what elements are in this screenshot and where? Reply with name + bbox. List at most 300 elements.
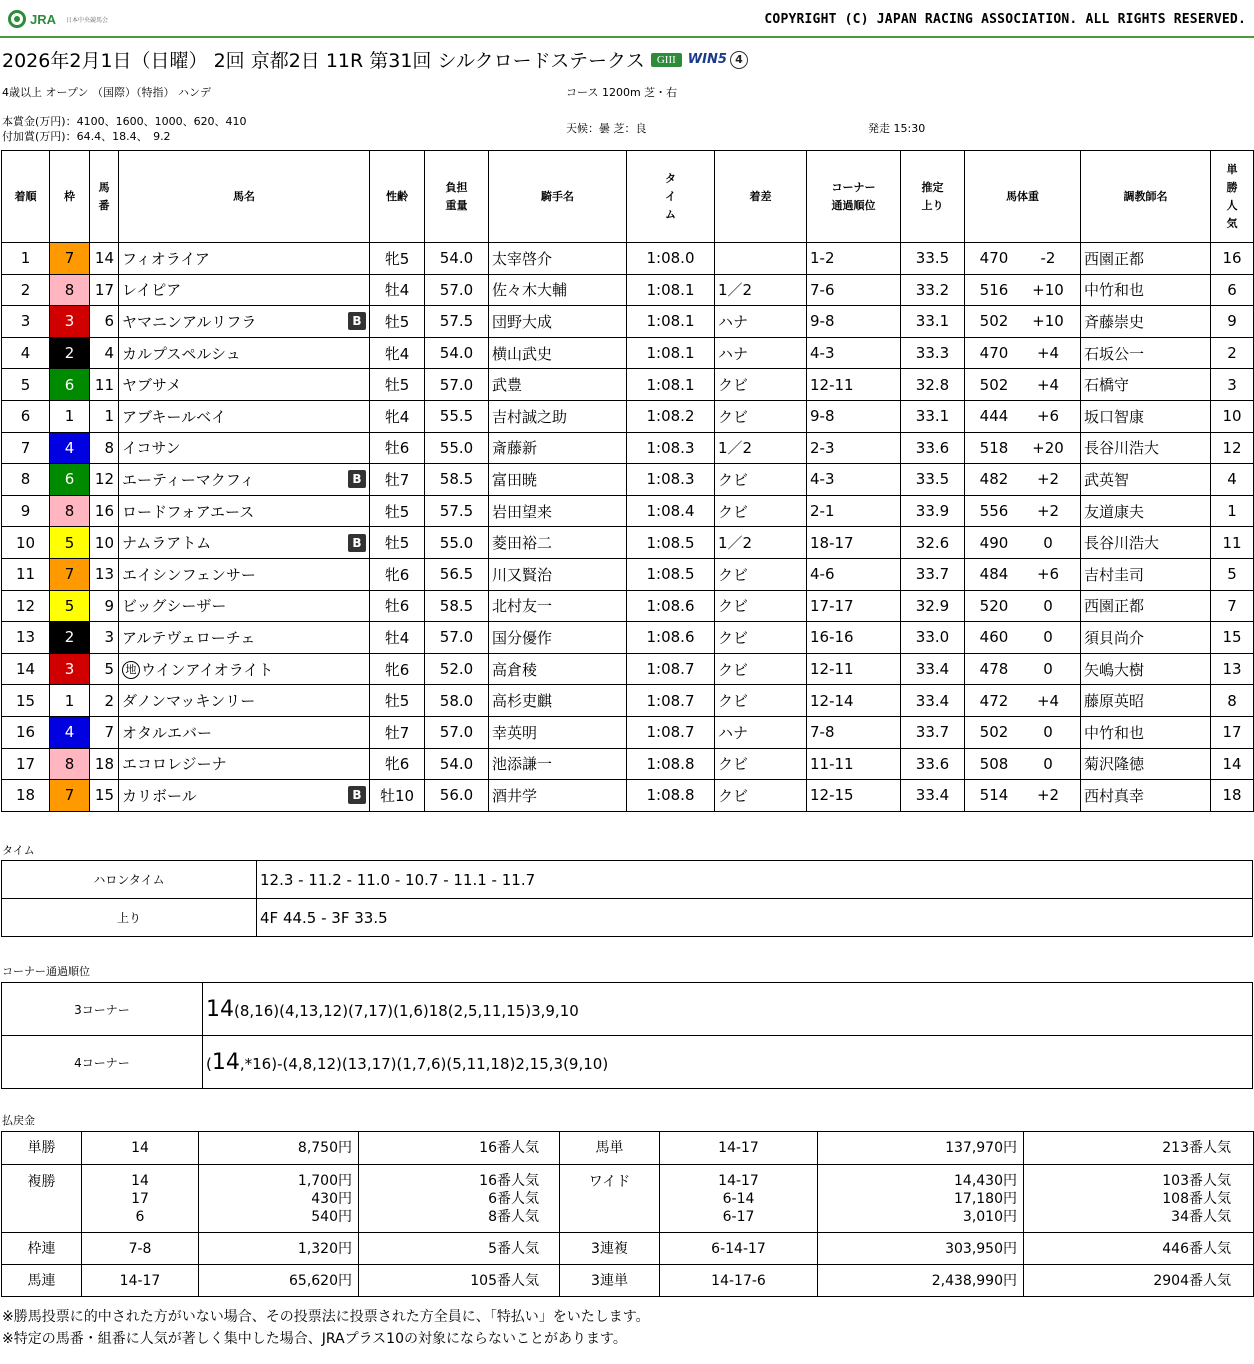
jockey-cell [489, 464, 627, 496]
popularity-cell: 17 [1211, 716, 1254, 748]
sanrentan-num: 14-17-6 [660, 1265, 818, 1297]
sex-age-cell: 牡6 [370, 590, 425, 622]
trainer-name-link[interactable]: 武英智 [1084, 470, 1130, 489]
time-cell: 1:08.7 [627, 685, 715, 717]
trainer-name-link[interactable]: 吉村圭司 [1084, 565, 1145, 584]
margin-cell: 1／2 [715, 527, 807, 559]
result-row [2, 464, 1254, 496]
result-row [2, 243, 1254, 275]
popularity-cell: 8 [1211, 685, 1254, 717]
body-weight-diff: 0 [1043, 660, 1053, 679]
umaban-cell: 6 [90, 306, 119, 338]
body-weight-cell [965, 716, 1081, 748]
margin-cell: クビ [715, 464, 807, 496]
waku-cell: 1 [50, 400, 90, 432]
body-weight-value: 502 [979, 375, 1009, 394]
grade-badge: GIII [651, 53, 682, 67]
trainer-cell [1081, 716, 1211, 748]
trainer-cell [1081, 590, 1211, 622]
margin-cell: クビ [715, 369, 807, 401]
horse-name-link[interactable]: カルプスペルシュ [122, 344, 241, 363]
waku-cell: 7 [50, 243, 90, 275]
corner-cell: 18-17 [807, 527, 901, 559]
umaren-num: 14-17 [82, 1265, 199, 1297]
corner-cell: 1-2 [807, 243, 901, 275]
body-weight-cell [965, 243, 1081, 275]
race-course: コース 1200m 芝・右 [566, 86, 678, 99]
time-table [1, 860, 1253, 937]
weight-carried-cell: 54.0 [425, 337, 489, 369]
jra-logo-icon [8, 10, 26, 28]
col-corner-label: コーナー通過順位 [831, 180, 876, 212]
time-cell: 1:08.6 [627, 590, 715, 622]
weight-carried-cell: 57.0 [425, 622, 489, 654]
horse-name-cell [119, 590, 370, 622]
horse-name-link[interactable]: エーティーマクフィ [122, 470, 255, 489]
rank-cell: 8 [2, 464, 50, 496]
win5-leg-number: 4 [730, 51, 748, 69]
fukusho-kind: 複勝 [2, 1165, 82, 1233]
sanrenpuku-num: 6-14-17 [660, 1233, 818, 1265]
weight-carried-cell: 57.5 [425, 495, 489, 527]
win5-badge [688, 51, 748, 69]
prize-main: 本賞金(万円)：4100、1600、1000、620、410 [2, 115, 247, 128]
result-row [2, 337, 1254, 369]
time-cell: 1:08.0 [627, 243, 715, 275]
umaban-cell: 17 [90, 274, 119, 306]
wide-nums [660, 1165, 818, 1233]
umaban-cell: 3 [90, 622, 119, 654]
popularity-cell: 16 [1211, 243, 1254, 275]
time-cell: 1:08.5 [627, 558, 715, 590]
umatan-popularity: 213番人気 [1024, 1132, 1254, 1165]
horse-name-link[interactable]: ロードフォアエース [122, 502, 255, 521]
trainer-cell [1081, 780, 1211, 812]
race-conditions: 4歳以上 オープン （国際）（特指） ハンデ [2, 86, 211, 99]
popularity-cell: 6 [1211, 274, 1254, 306]
trainer-name-link[interactable]: 西村真幸 [1084, 786, 1145, 805]
weight-carried-cell: 54.0 [425, 748, 489, 780]
time-cell: 1:08.7 [627, 653, 715, 685]
blinker-icon: B [348, 534, 366, 552]
body-weight-diff: 0 [1043, 723, 1053, 742]
jockey-name-link[interactable]: 川又賢治 [492, 565, 553, 584]
horse-name-link[interactable]: ヤマニンアルリフラ [122, 312, 257, 331]
trainer-name-link[interactable]: 中竹和也 [1084, 281, 1145, 300]
corner-cell: 9-8 [807, 400, 901, 432]
margin-cell: クビ [715, 685, 807, 717]
result-row [2, 558, 1254, 590]
blinker-icon: B [348, 470, 366, 488]
trainer-cell [1081, 243, 1211, 275]
jockey-name-link[interactable]: 菱田裕二 [492, 534, 553, 553]
col-trainer: 調教師名 [1081, 151, 1211, 243]
body-weight-cell [965, 558, 1081, 590]
horse-name-link[interactable]: ナムラアトム [122, 534, 212, 553]
trainer-name-link[interactable]: 石坂公一 [1084, 344, 1145, 363]
trainer-name-link[interactable]: 長谷川浩大 [1084, 439, 1160, 458]
margin-cell: クビ [715, 558, 807, 590]
horse-name-cell [119, 243, 370, 275]
horse-name-cell [119, 748, 370, 780]
jockey-cell [489, 274, 627, 306]
agari-label: 上り [2, 899, 257, 937]
body-weight-diff: +2 [1036, 502, 1060, 521]
corner-cell: 12-11 [807, 369, 901, 401]
body-weight-value: 508 [979, 754, 1009, 773]
wide-popularities [1024, 1165, 1254, 1233]
jockey-cell [489, 653, 627, 685]
trainer-name-link[interactable]: 斉藤崇史 [1084, 312, 1145, 331]
copyright-notice: COPYRIGHT (C) JAPAN RACING ASSOCIATION. ALL RIGHTS RESERVED. [764, 12, 1246, 27]
trainer-cell [1081, 622, 1211, 654]
rank-cell: 4 [2, 337, 50, 369]
margin-cell: ハナ [715, 337, 807, 369]
body-weight-value: 514 [979, 786, 1009, 805]
sex-age-cell: 牝6 [370, 558, 425, 590]
popularity-cell: 3 [1211, 369, 1254, 401]
umaban-cell: 4 [90, 337, 119, 369]
wakuren-num: 7-8 [82, 1233, 199, 1265]
trainer-cell [1081, 495, 1211, 527]
last3f-cell: 33.1 [901, 400, 965, 432]
margin-cell: クビ [715, 653, 807, 685]
sex-age-cell: 牡6 [370, 432, 425, 464]
jockey-cell [489, 400, 627, 432]
body-weight-cell [965, 369, 1081, 401]
note-jra-plus10: ※特定の馬番・組番に人気が著しく集中した場合、JRAプラス10の対象にならないことがあります。 [2, 1331, 627, 1347]
horse-name-link[interactable]: イコサン [122, 439, 181, 458]
horse-name-link[interactable]: オタルエバー [122, 723, 213, 742]
horse-name-link[interactable]: レイピア [122, 281, 182, 300]
sanrentan-kind: 3連単 [560, 1265, 660, 1297]
trainer-cell [1081, 432, 1211, 464]
rank-cell: 15 [2, 685, 50, 717]
umaban-cell: 13 [90, 558, 119, 590]
trainer-cell [1081, 558, 1211, 590]
jockey-cell [489, 337, 627, 369]
jockey-name-link[interactable]: 岩田望来 [492, 502, 553, 521]
corner-cell: 2-3 [807, 432, 901, 464]
trainer-name-link[interactable]: 坂口智康 [1084, 407, 1145, 426]
blinker-icon: B [348, 786, 366, 804]
umaban-cell: 8 [90, 432, 119, 464]
col-rank: 着順 [2, 151, 50, 243]
col-popularity [1211, 151, 1254, 243]
col-body-weight: 馬体重 [965, 151, 1081, 243]
popularity-cell: 4 [1211, 464, 1254, 496]
corner3-rest: (8,16)(4,13,12)(7,17)(1,6)18(2,5,11,15)3,9,10 [234, 1001, 579, 1020]
sex-age-cell: 牝5 [370, 243, 425, 275]
trainer-cell [1081, 685, 1211, 717]
corner-table [1, 982, 1253, 1089]
jockey-name-link[interactable]: 高杉吏麒 [492, 692, 553, 711]
time-cell: 1:08.1 [627, 274, 715, 306]
horse-name-cell [119, 369, 370, 401]
horse-name-link[interactable]: エイシンフェンサー [122, 565, 256, 584]
horse-name-link[interactable]: ヤブサメ [122, 376, 182, 395]
trainer-name-link[interactable]: 須貝尚介 [1084, 628, 1145, 647]
umaban-cell: 2 [90, 685, 119, 717]
col-margin: 着差 [715, 151, 807, 243]
umatan-num: 14-17 [660, 1132, 818, 1165]
wakuren-kind: 枠連 [2, 1233, 82, 1265]
horse-name-link[interactable]: ウインアイオライト [141, 660, 274, 679]
trainer-name-link[interactable]: 長谷川浩大 [1084, 534, 1160, 553]
result-row [2, 495, 1254, 527]
popularity-cell: 5 [1211, 558, 1254, 590]
wide-amount: 17,180円 [954, 1190, 1017, 1207]
umaban-cell: 15 [90, 780, 119, 812]
start-time: 発走 15:30 [868, 122, 926, 135]
trainer-name-link[interactable]: 石橋守 [1084, 376, 1130, 395]
trainer-cell [1081, 464, 1211, 496]
jockey-cell [489, 369, 627, 401]
horse-name-link[interactable]: フィオライア [122, 249, 210, 268]
payout-row-umaren-sanrentan [2, 1265, 1254, 1297]
wide-amount: 14,430円 [954, 1172, 1017, 1189]
weight-carried-cell: 54.0 [425, 243, 489, 275]
popularity-cell: 11 [1211, 527, 1254, 559]
jockey-name-link[interactable]: 幸英明 [492, 723, 538, 742]
last3f-cell: 33.2 [901, 274, 965, 306]
corner-section-label: コーナー通過順位 [2, 965, 90, 978]
umaban-cell: 9 [90, 590, 119, 622]
col-umaban [90, 151, 119, 243]
rank-cell: 7 [2, 432, 50, 464]
umaban-cell: 11 [90, 369, 119, 401]
body-weight-cell [965, 306, 1081, 338]
sex-age-cell: 牡4 [370, 622, 425, 654]
margin-cell: クビ [715, 590, 807, 622]
corner-cell: 16-16 [807, 622, 901, 654]
rank-cell: 3 [2, 306, 50, 338]
jockey-name-link[interactable]: 横山武史 [492, 344, 553, 363]
body-weight-value: 502 [979, 312, 1009, 331]
fukusho-nums [82, 1165, 199, 1233]
rank-cell: 12 [2, 590, 50, 622]
jockey-name-link[interactable]: 酒井学 [492, 786, 538, 805]
horse-name-link[interactable]: アルテヴェローチェ [122, 628, 256, 647]
rank-cell: 11 [2, 558, 50, 590]
rank-cell: 6 [2, 400, 50, 432]
waku-cell: 2 [50, 337, 90, 369]
trainer-name-link[interactable]: 西園正都 [1084, 597, 1145, 616]
fukusho-popularity: 8番人気 [488, 1208, 539, 1225]
time-section-label: タイム [2, 844, 35, 857]
weight-carried-cell: 57.0 [425, 369, 489, 401]
time-cell: 1:08.8 [627, 780, 715, 812]
horse-name-cell [119, 653, 370, 685]
last3f-cell: 33.5 [901, 243, 965, 275]
jockey-name-link[interactable]: 武豊 [492, 376, 523, 395]
result-row [2, 780, 1254, 812]
popularity-cell: 14 [1211, 748, 1254, 780]
result-row [2, 622, 1254, 654]
weather-track: 天候：曇 芝：良 [566, 122, 647, 135]
jockey-name-link[interactable]: 高倉稜 [492, 660, 538, 679]
trainer-name-link[interactable]: 藤原英昭 [1084, 692, 1145, 711]
col-time [627, 151, 715, 243]
corner-cell: 7-8 [807, 716, 901, 748]
horse-name-link[interactable]: ビッグシーザー [122, 597, 227, 616]
weight-carried-cell: 55.5 [425, 400, 489, 432]
body-weight-cell [965, 464, 1081, 496]
fukusho-amount: 540円 [311, 1208, 352, 1225]
trainer-cell [1081, 527, 1211, 559]
horse-name-cell [119, 337, 370, 369]
last3f-cell: 33.4 [901, 653, 965, 685]
sanrentan-amount: 2,438,990円 [818, 1265, 1024, 1297]
horse-name-link[interactable]: カリボール [122, 786, 197, 805]
body-weight-value: 482 [979, 470, 1009, 489]
sex-age-cell: 牡7 [370, 464, 425, 496]
horse-name-link[interactable]: アブキールベイ [122, 407, 227, 426]
jockey-name-link[interactable]: 池添謙一 [492, 755, 553, 774]
jockey-cell [489, 243, 627, 275]
corner-cell: 4-3 [807, 337, 901, 369]
waku-cell: 5 [50, 527, 90, 559]
jra-logo[interactable] [8, 10, 108, 28]
wide-popularity: 34番人気 [1171, 1208, 1231, 1225]
fukusho-amount: 430円 [311, 1190, 352, 1207]
wide-popularity: 103番人気 [1162, 1172, 1231, 1189]
time-cell: 1:08.7 [627, 716, 715, 748]
horse-name-cell [119, 274, 370, 306]
weight-carried-cell: 57.5 [425, 306, 489, 338]
jockey-name-link[interactable]: 北村友一 [492, 597, 553, 616]
fukusho-popularity: 6番人気 [488, 1190, 539, 1207]
jockey-cell [489, 432, 627, 464]
trainer-name-link[interactable]: 菊沢隆徳 [1084, 755, 1145, 774]
prize-extra: 付加賞(万円)：64.4、18.4、 9.2 [2, 130, 171, 143]
last3f-cell: 33.1 [901, 306, 965, 338]
body-weight-diff: 0 [1043, 754, 1053, 773]
corner4-row [2, 1036, 1253, 1089]
body-weight-cell [965, 748, 1081, 780]
margin-cell: 1／2 [715, 432, 807, 464]
fukusho-num: 17 [131, 1190, 149, 1207]
last3f-cell: 33.7 [901, 716, 965, 748]
wakuren-popularity: 5番人気 [359, 1233, 560, 1265]
umaren-kind: 馬連 [2, 1265, 82, 1297]
margin-cell: ハナ [715, 306, 807, 338]
corner-cell: 12-11 [807, 653, 901, 685]
trainer-name-link[interactable]: 友道康夫 [1084, 502, 1145, 521]
weight-carried-cell: 57.0 [425, 274, 489, 306]
wide-num: 6-17 [722, 1208, 755, 1225]
race-title: 2026年2月1日（日曜） 2回 京都2日 11R 第31回 シルクロードステークス [2, 50, 645, 72]
jockey-name-link[interactable]: 斎藤新 [492, 439, 538, 458]
horse-name-cell [119, 780, 370, 812]
trainer-cell [1081, 653, 1211, 685]
trainer-cell [1081, 337, 1211, 369]
margin-cell: クビ [715, 400, 807, 432]
corner3-row [2, 983, 1253, 1036]
trainer-cell [1081, 306, 1211, 338]
body-weight-value: 478 [979, 660, 1009, 679]
body-weight-diff: 0 [1043, 596, 1053, 615]
wide-num: 6-14 [722, 1190, 755, 1207]
last3f-cell: 33.6 [901, 748, 965, 780]
result-row [2, 716, 1254, 748]
body-weight-cell [965, 337, 1081, 369]
tansho-num: 14 [82, 1132, 199, 1165]
horse-name-cell [119, 622, 370, 654]
corner4-label: 4コーナー [2, 1036, 203, 1089]
note-special-payout: ※勝馬投票に的中された方がいない場合、その投票法に投票された方全員に、「特払い」をいたします。 [2, 1309, 650, 1325]
trainer-name-link[interactable]: 西園正都 [1084, 249, 1145, 268]
payout-table [1, 1131, 1254, 1297]
body-weight-value: 472 [979, 691, 1009, 710]
tansho-amount: 8,750円 [199, 1132, 359, 1165]
result-row [2, 400, 1254, 432]
time-cell: 1:08.8 [627, 748, 715, 780]
time-cell: 1:08.1 [627, 306, 715, 338]
jockey-name-link[interactable]: 吉村誠之助 [492, 407, 568, 426]
sex-age-cell: 牝6 [370, 653, 425, 685]
horse-name-link[interactable]: ダノンマッキンリー [122, 692, 256, 711]
margin-cell [715, 243, 807, 275]
result-row [2, 369, 1254, 401]
horse-name-cell [119, 306, 370, 338]
race-title-row [2, 46, 748, 73]
result-row [2, 748, 1254, 780]
jockey-name-link[interactable]: 佐々木大輔 [492, 281, 568, 300]
col-corner [807, 151, 901, 243]
wakuren-amount: 1,320円 [199, 1233, 359, 1265]
umaban-cell: 12 [90, 464, 119, 496]
rank-cell: 2 [2, 274, 50, 306]
furlong-row [2, 861, 1253, 899]
corner4-lead: 14 [211, 1049, 240, 1075]
trainer-name-link[interactable]: 矢嶋大樹 [1084, 660, 1145, 679]
horse-name-link[interactable]: エコロレジーナ [122, 755, 227, 774]
fukusho-popularities [359, 1165, 560, 1233]
last3f-cell: 33.7 [901, 558, 965, 590]
jockey-name-link[interactable]: 国分優作 [492, 628, 553, 647]
sanrenpuku-popularity: 446番人気 [1024, 1233, 1254, 1265]
col-weight-carried [425, 151, 489, 243]
horse-name-cell [119, 432, 370, 464]
jockey-name-link[interactable]: 太宰啓介 [492, 249, 553, 268]
body-weight-value: 518 [979, 438, 1009, 457]
waku-cell: 8 [50, 495, 90, 527]
jockey-cell [489, 495, 627, 527]
rank-cell: 10 [2, 527, 50, 559]
rank-cell: 5 [2, 369, 50, 401]
jockey-cell [489, 306, 627, 338]
chihou-mark: 地 [122, 661, 140, 679]
jockey-name-link[interactable]: 団野大成 [492, 312, 553, 331]
time-cell: 1:08.1 [627, 337, 715, 369]
jockey-name-link[interactable]: 富田暁 [492, 470, 538, 489]
popularity-cell: 10 [1211, 400, 1254, 432]
sex-age-cell: 牝6 [370, 748, 425, 780]
rank-cell: 14 [2, 653, 50, 685]
body-weight-diff: +4 [1036, 344, 1060, 363]
trainer-name-link[interactable]: 中竹和也 [1084, 723, 1145, 742]
jockey-cell [489, 527, 627, 559]
corner-cell: 4-6 [807, 558, 901, 590]
margin-cell: 1／2 [715, 274, 807, 306]
horse-name-cell [119, 685, 370, 717]
waku-cell: 8 [50, 748, 90, 780]
payout-section-label: 払戻金 [2, 1114, 35, 1127]
corner-cell: 12-15 [807, 780, 901, 812]
fukusho-num: 6 [135, 1208, 145, 1225]
sanrentan-popularity: 2904番人気 [1024, 1265, 1254, 1297]
